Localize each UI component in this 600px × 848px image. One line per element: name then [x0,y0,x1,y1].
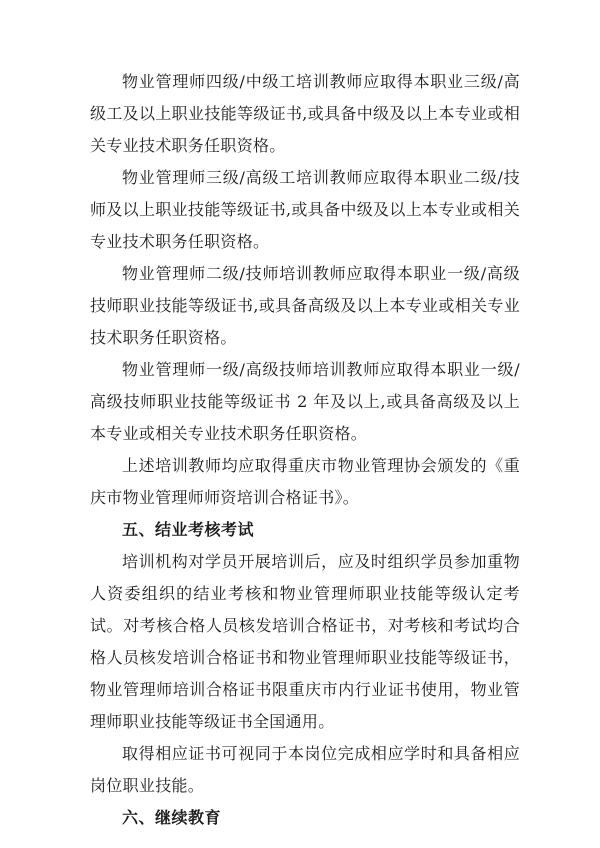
document-page [90,66,520,834]
section-heading-completion-exam: 五、结业考核考试 [122,520,255,539]
paragraph-level4-teacher: 物业管理师四级/中级工培训教师应取得本职业三级/高级工及以上职业技能等级证书,或具备中级及以上本专业或相关专业技术职务任职资格。 [90,72,520,155]
paragraph-exam-organization: 培训机构对学员开展培训后，应及时组织学员参加重物人资委组织的结业考核和物业管理师职业技能等级认定考试。对考核合格人员核发培训合格证书，对考核和考试均合格人员核发培训合格证书和物业管理师职业技能等级证书，物业管理师培训合格证书限重庆市内行业证书使用，物业管理师职业技能等级证书全国通用。 [90,552,520,731]
paragraph-certificate-equivalence: 取得相应证书可视同于本岗位完成相应学时和具备相应岗位职业技能。 [90,744,520,795]
paragraph-level3-teacher: 物业管理师三级/高级工培训教师应取得本职业二级/技师及以上职业技能等级证书,或具备中级及以上本专业或相关专业技术职务任职资格。 [90,168,520,251]
paragraph-level1-teacher: 物业管理师一级/高级技师培训教师应取得本职业一级/高级技师职业技能等级证书 2 年及以上,或具备高级及以上本专业或相关专业技术职务任职资格。 [90,360,520,443]
paragraph-teacher-certificate: 上述培训教师均应取得重庆市物业管理协会颁发的《重庆市物业管理师师资培训合格证书》。 [90,456,520,507]
section-heading-continuing-education: 六、继续教育 [122,808,222,827]
paragraph-level2-teacher: 物业管理师二级/技师培训教师应取得本职业一级/高级技师职业技能等级证书,或具备高级及以上本专业或相关专业技术职务任职资格。 [90,264,520,347]
